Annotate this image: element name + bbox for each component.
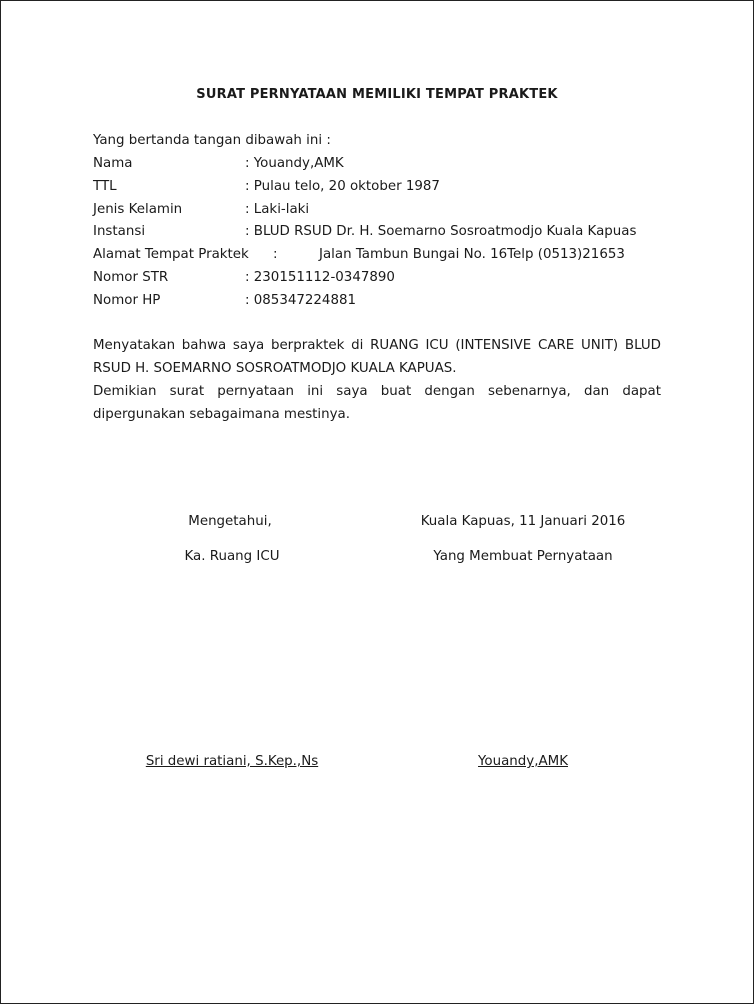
field-value-ttl: : Pulau telo, 20 oktober 1987	[245, 179, 440, 194]
field-label-ttl: TTL	[93, 179, 117, 194]
field-value-nama: : Youandy,AMK	[245, 156, 344, 171]
field-colon-alamat: :	[273, 247, 278, 262]
closing-paragraph: Demikian surat pernyataan ini saya buat dengan sebenarnya, dan dapat dipergunakan sebagaimana mestinya.	[93, 384, 661, 422]
field-label-alamat: Alamat Tempat Praktek	[93, 247, 249, 262]
field-value-instansi: : BLUD RSUD Dr. H. Soemarno Sosroatmodjo Kuala Kapuas	[245, 224, 637, 239]
right-sign-role: Yang Membuat Pernyataan	[433, 549, 613, 564]
field-label-nomor-hp: Nomor HP	[93, 293, 161, 308]
left-sign-role: Ka. Ruang ICU	[184, 549, 280, 564]
document-title: SURAT PERNYATAAN MEMILIKI TEMPAT PRAKTEK	[196, 87, 558, 102]
field-value-jenis-kelamin: : Laki-laki	[245, 202, 310, 217]
right-sign-place-date: Kuala Kapuas, 11 Januari 2016	[420, 514, 626, 529]
left-signatory-name: Sri dewi ratiani, S.Kep.,Ns	[145, 754, 319, 769]
statement-paragraph: Menyatakan bahwa saya berpraktek di RUANG ICU (INTENSIVE CARE UNIT) BLUD RSUD H. SOEMARNO SOSROATMODJO KUALA KAPUAS.	[93, 338, 661, 376]
intro-text: Yang bertanda tangan dibawah ini :	[93, 133, 331, 148]
field-label-nama: Nama	[93, 156, 133, 171]
field-value-nomor-str: : 230151112-0347890	[245, 270, 395, 285]
left-sign-heading: Mengetahui,	[188, 514, 272, 529]
field-value-alamat: Jalan Tambun Bungai No. 16Telp (0513)21653	[319, 247, 625, 262]
field-label-nomor-str: Nomor STR	[93, 270, 169, 285]
field-label-instansi: Instansi	[93, 224, 146, 239]
right-signatory-name: Youandy,AMK	[478, 754, 568, 769]
field-label-jenis-kelamin: Jenis Kelamin	[93, 202, 183, 217]
field-value-nomor-hp: : 085347224881	[245, 293, 357, 308]
